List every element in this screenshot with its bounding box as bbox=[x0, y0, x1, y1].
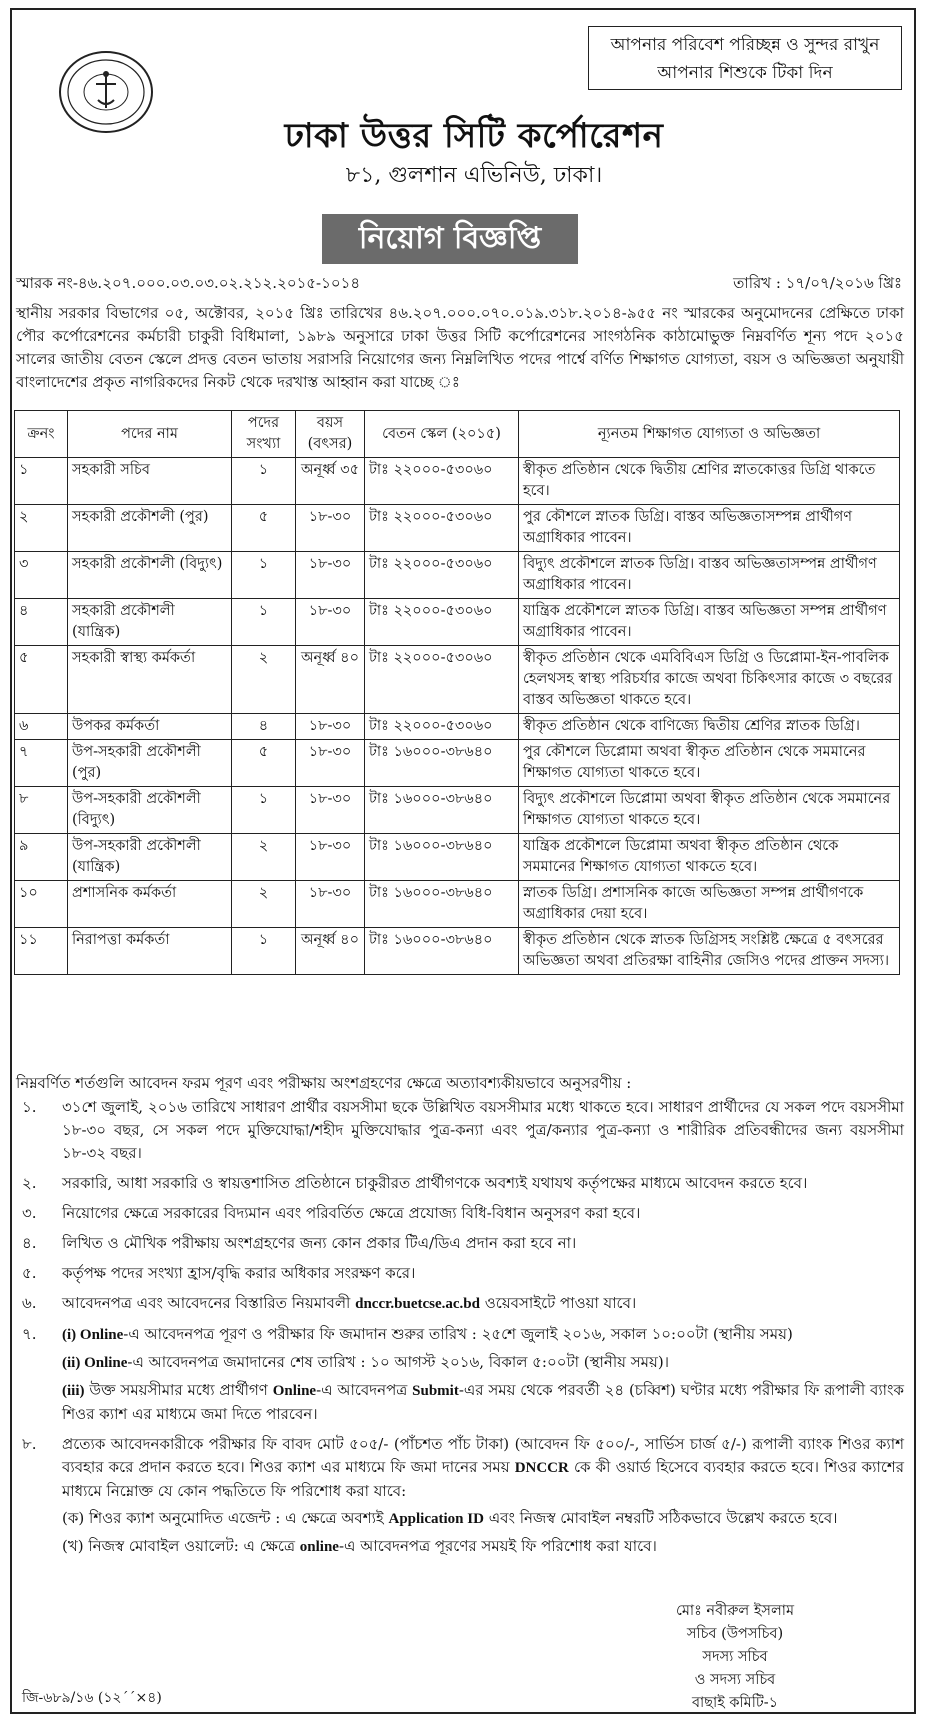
signatory-title: সচিব (উপসচিব) bbox=[686, 1626, 784, 1642]
row-age: ১৮-৩০ bbox=[296, 714, 365, 740]
row-qualification: যান্ত্রিক প্রকৌশলে স্নাতক ডিগ্রি। বাস্তব অভিজ্ঞতা সম্পন্ন প্রার্থীগণ অগ্রাধিকার পাবেন। bbox=[519, 599, 900, 646]
sub-text: -এর সময় থেকে পরবর্তী ২৪ (চব্বিশ) ঘণ্টার মধ্যে পরীক্ষার ফি রূপালী ব্যাংক শিওর ক্যাশ এর মাধ্যমে জমা দিতে পারবেন। bbox=[62, 1381, 904, 1423]
condition-8-kha bbox=[62, 1535, 904, 1559]
condition-number: ৬. bbox=[22, 1294, 37, 1312]
condition-number: ৩. bbox=[22, 1204, 37, 1222]
header-post-name: পদের নাম bbox=[68, 411, 232, 458]
row-post-count: ২ bbox=[232, 834, 296, 881]
sub-label: (iii) bbox=[62, 1383, 85, 1399]
row-age: অনূর্ধ্ব ৪০ bbox=[296, 646, 365, 714]
slogan-line-2: আপনার শিশুকে টিকা দিন bbox=[657, 63, 833, 83]
sub-label: (i) Online bbox=[62, 1327, 124, 1343]
signatory-role-1: সদস্য সচিব bbox=[702, 1649, 768, 1665]
row-post-count: ৪ bbox=[232, 714, 296, 740]
row-qualification: স্বীকৃত প্রতিষ্ঠান থেকে বাণিজ্যে দ্বিতীয় শ্রেণির স্নাতক ডিগ্রি। bbox=[519, 714, 900, 740]
online-term: Online bbox=[272, 1383, 317, 1399]
sub-text: প্রত্যেক আবেদনকারীকে পরীক্ষার ফি বাবদ মোট ৫০৫/- (পাঁচশত পাঁচ টাকা) (আবেদন ফি ৫০০/-, সার্ভিস চার্জ ৫/-) রূপালী ব্যাংক শিওর ক্যাশ ব্যবহার করে প্রদান করতে হবে। শিওর ক্যাশ এর মাধ্যমে ফি জমা দানের সময় bbox=[62, 1435, 904, 1476]
row-pay-scale: টাঃ ১৬০০০-৩৮৬৪০ bbox=[365, 881, 519, 928]
slogan-box bbox=[588, 26, 902, 90]
row-post-count: ৫ bbox=[232, 505, 296, 552]
memo-number: স্মারক নং-৪৬.২০৭.০০০.০৩.০৩.০২.২১২.২০১৫-১০১৪ bbox=[16, 274, 361, 292]
row-serial: ৫ bbox=[15, 646, 68, 714]
condition-number: ৪. bbox=[22, 1234, 37, 1252]
row-pay-scale: টাঃ ২২০০০-৫৩০৬০ bbox=[365, 646, 519, 714]
condition-8-main bbox=[62, 1433, 904, 1503]
row-post-name: সহকারী প্রকৌশলী (বিদ্যুৎ) bbox=[68, 552, 232, 599]
condition-number: ১. bbox=[22, 1098, 37, 1116]
row-pay-scale: টাঃ ১৬০০০-৩৮৬৪০ bbox=[365, 928, 519, 975]
condition-text bbox=[62, 1292, 904, 1316]
row-qualification: স্নাতক ডিগ্রি। প্রশাসনিক কাজে অভিজ্ঞতা সম্পন্ন প্রার্থীগণকে অগ্রাধিকার দেয়া হবে। bbox=[519, 881, 900, 928]
row-pay-scale: টাঃ ২২০০০-৫৩০৬০ bbox=[365, 552, 519, 599]
row-post-name: উপকর কর্মকর্তা bbox=[68, 714, 232, 740]
row-serial: ৪ bbox=[15, 599, 68, 646]
sub-text: এবং নিজস্ব মোবাইল নম্বরটি সঠিকভাবে উল্লেখ করতে হবে। bbox=[483, 1509, 838, 1527]
row-pay-scale: টাঃ ১৬০০০-৩৮৬৪০ bbox=[365, 834, 519, 881]
row-post-count: ১ bbox=[232, 787, 296, 834]
table-row bbox=[15, 646, 900, 714]
row-serial: ১ bbox=[15, 458, 68, 505]
condition-text: কর্তৃপক্ষ পদের সংখ্যা হ্রাস/বৃদ্ধি করার অধিকার সংরক্ষণ করে। bbox=[62, 1264, 416, 1282]
conditions-list bbox=[16, 1096, 904, 1566]
header-age: বয়স (বৎসর) bbox=[296, 411, 365, 458]
condition-number: ৫. bbox=[22, 1264, 37, 1282]
row-age: ১৮-৩০ bbox=[296, 834, 365, 881]
row-serial: ৮ bbox=[15, 787, 68, 834]
header-post-count: পদের সংখ্যা bbox=[232, 411, 296, 458]
footer-code: জি-৬৮৯/১৬ (১২´´×৪) bbox=[22, 1690, 162, 1706]
row-age: ১৮-৩০ bbox=[296, 881, 365, 928]
row-post-name: নিরাপত্তা কর্মকর্তা bbox=[68, 928, 232, 975]
condition-item bbox=[16, 1202, 904, 1225]
row-post-count: ১ bbox=[232, 599, 296, 646]
organization-name: ঢাকা উত্তর সিটি কর্পোরেশন bbox=[284, 116, 664, 156]
signatory-role-3: বাছাই কমিটি-১ bbox=[691, 1695, 779, 1711]
row-age: ১৮-৩০ bbox=[296, 787, 365, 834]
sub-text: -এ আবেদনপত্র জমাদানের শেষ তারিখ : ১০ আগস্ট ২০১৬, বিকাল ৫:০০টা (স্থানীয় সময়)। bbox=[127, 1353, 670, 1371]
table-row bbox=[15, 787, 900, 834]
row-age: ১৮-৩০ bbox=[296, 505, 365, 552]
keyword-term: DNCCR bbox=[514, 1460, 569, 1476]
row-post-name: উপ-সহকারী প্রকৌশলী (পুর) bbox=[68, 740, 232, 787]
condition-text bbox=[62, 1433, 904, 1559]
table-header-row bbox=[15, 411, 900, 458]
condition-7-i bbox=[62, 1323, 904, 1347]
row-post-name: সহকারী প্রকৌশলী (পুর) bbox=[68, 505, 232, 552]
row-qualification: স্বীকৃত প্রতিষ্ঠান থেকে স্নাতক ডিগ্রিসহ সংশ্লিষ্ট ক্ষেত্রে ৫ বৎসরের অভিজ্ঞতা অথবা প্রতিরক্ষা বাহিনীর জেসিও পদের প্রাক্তন সদস্য। bbox=[519, 928, 900, 975]
condition-item bbox=[16, 1172, 904, 1195]
submit-term: Submit bbox=[412, 1383, 459, 1399]
condition-number: ২. bbox=[22, 1174, 37, 1192]
sub-text: উক্ত সময়সীমার মধ্যে প্রার্থীগণ bbox=[84, 1381, 273, 1399]
table-row bbox=[15, 458, 900, 505]
sub-text: কে কী ওয়ার্ড হিসেবে ব্যবহার করতে হবে। শিওর ক্যাশের মাধ্যমে নিম্নোক্ত যে কোন পদ্ধতিতে ফি পরিশোধ করা যাবে: bbox=[62, 1458, 904, 1500]
condition-6-text: আবেদনপত্র এবং আবেদনের বিস্তারিত নিয়মাবলী bbox=[62, 1294, 356, 1312]
condition-item bbox=[16, 1262, 904, 1285]
row-post-count: ২ bbox=[232, 646, 296, 714]
row-serial: ১০ bbox=[15, 881, 68, 928]
row-qualification: স্বীকৃত প্রতিষ্ঠান থেকে এমবিবিএস ডিগ্রি ও ডিপ্লোমা-ইন-পাবলিক হেলথসহ স্বাস্থ্য পরিচর্যার কাজে অথবা চিকিৎসার কাজে ৩ বছরের বাস্তব অভিজ্ঞতা থাকতে হবে। bbox=[519, 646, 900, 714]
row-post-name: সহকারী সচিব bbox=[68, 458, 232, 505]
intro-paragraph: স্থানীয় সরকার বিভাগের ০৫, অক্টোবর, ২০১৫ খ্রিঃ তারিখের ৪৬.২০৭.০০০.০৭০.০১৯.৩১৮.২০১৪-৯৫৫ নং স্মারকের অনুমোদনের প্রেক্ষিতে ঢাকা পৌর কর্পোরেশনের কর্মচারী চাকুরী বিধিমালা, ১৯৮৯ অনুসারে ঢাকা উত্তর সিটি কর্পোরেশনের সাংগঠনিক কাঠামোভুক্ত নিম্নবর্ণিত শূন্য পদে ২০১৫ সালের জাতীয় বেতন স্কেলে প্রদত্ত বেতন ভাতায় সরাসরি নিয়োগের জন্য নিম্নলিখিত পদের পার্শ্বে বর্ণিত শিক্ষাগত যোগ্যতা, বয়স ও অভিজ্ঞতা অনুযায়ী বাংলাদেশের প্রকৃত নাগরিকদের নিকট থেকে দরখাস্ত আহ্বান করা যাচ্ছে ঃ bbox=[16, 304, 904, 391]
row-post-name: উপ-সহকারী প্রকৌশলী (যান্ত্রিক) bbox=[68, 834, 232, 881]
application-id-term: Application ID bbox=[388, 1511, 484, 1527]
table-row bbox=[15, 881, 900, 928]
organization-address: ৮১, গুলশান এভিনিউ, ঢাকা। bbox=[345, 163, 603, 188]
sub-text: (খ) নিজস্ব মোবাইল ওয়ালেট: এ ক্ষেত্রে bbox=[62, 1537, 300, 1555]
row-post-count: ৫ bbox=[232, 740, 296, 787]
signature-block bbox=[600, 1600, 870, 1715]
row-pay-scale: টাঃ ২২০০০-৫৩০৬০ bbox=[365, 599, 519, 646]
row-serial: ১১ bbox=[15, 928, 68, 975]
table-row bbox=[15, 928, 900, 975]
row-post-count: ২ bbox=[232, 881, 296, 928]
row-serial: ৯ bbox=[15, 834, 68, 881]
sub-label: (ii) Online bbox=[62, 1355, 128, 1371]
table-row bbox=[15, 552, 900, 599]
sub-text: -এ আবেদনপত্র পূরণের সময়ই ফি পরিশোধ করা যাবে। bbox=[338, 1537, 657, 1555]
condition-7-iii bbox=[62, 1379, 904, 1426]
row-post-count: ১ bbox=[232, 928, 296, 975]
row-serial: ৬ bbox=[15, 714, 68, 740]
row-post-name: উপ-সহকারী প্রকৌশলী (বিদ্যুৎ) bbox=[68, 787, 232, 834]
condition-text: সরকারি, আধা সরকারি ও স্বায়ত্তশাসিত প্রতিষ্ঠানে চাকুরীরত প্রার্থীগণকে অবশ্যই যথাযথ কর্তৃপক্ষের মাধ্যমে আবেদন করতে হবে। bbox=[62, 1174, 808, 1192]
row-qualification: স্বীকৃত প্রতিষ্ঠান থেকে দ্বিতীয় শ্রেণির স্নাতকোত্তর ডিগ্রি থাকতে হবে। bbox=[519, 458, 900, 505]
table-row bbox=[15, 714, 900, 740]
table-row bbox=[15, 740, 900, 787]
sub-text: (ক) শিওর ক্যাশ অনুমোদিত এজেন্ট : এ ক্ষেত্রে অবশ্যই bbox=[62, 1509, 389, 1527]
condition-item bbox=[16, 1292, 904, 1316]
website-link[interactable]: dnccr.buetcse.ac.bd bbox=[355, 1296, 480, 1312]
condition-text: নিয়োগের ক্ষেত্রে সরকারের বিদ্যমান এবং পরিবর্তিত ক্ষেত্রে প্রযোজ্য বিধি-বিধান অনুসরণ করা হবে। bbox=[62, 1204, 641, 1222]
row-age: অনূর্ধ্ব ৪০ bbox=[296, 928, 365, 975]
condition-number: ৮. bbox=[22, 1435, 37, 1453]
row-post-count: ১ bbox=[232, 552, 296, 599]
row-qualification: পুর কৌশলে স্নাতক ডিগ্রি। বাস্তব অভিজ্ঞতাসম্পন্ন প্রার্থীগণ অগ্রাধিকার পাবেন। bbox=[519, 505, 900, 552]
notice-title: নিয়োগ বিজ্ঞপ্তি bbox=[322, 214, 578, 264]
sub-text: -এ আবেদনপত্র পূরণ ও পরীক্ষার ফি জমাদান শুরুর তারিখ : ২৫শে জুলাই ২০১৬, সকাল ১০:০০টা (স্থানীয় সময়) bbox=[123, 1325, 793, 1343]
row-post-name: প্রশাসনিক কর্মকর্তা bbox=[68, 881, 232, 928]
row-serial: ২ bbox=[15, 505, 68, 552]
row-qualification: বিদ্যুৎ প্রকৌশলে ডিপ্লোমা অথবা স্বীকৃত প্রতিষ্ঠান থেকে সমমানের শিক্ষাগত যোগ্যতা থাকতে হবে। bbox=[519, 787, 900, 834]
row-serial: ৩ bbox=[15, 552, 68, 599]
row-serial: ৭ bbox=[15, 740, 68, 787]
table-row bbox=[15, 505, 900, 552]
slogan-line-1: আপনার পরিবেশ পরিচ্ছন্ন ও সুন্দর রাখুন bbox=[610, 35, 880, 55]
row-age: ১৮-৩০ bbox=[296, 740, 365, 787]
condition-text bbox=[62, 1323, 904, 1426]
condition-8-ka bbox=[62, 1507, 904, 1531]
condition-text: লিখিত ও মৌখিক পরীক্ষায় অংশগ্রহণের জন্য কোন প্রকার টিএ/ডিএ প্রদান করা হবে না। bbox=[62, 1234, 577, 1252]
table-row bbox=[15, 599, 900, 646]
online-term: online bbox=[299, 1539, 339, 1555]
signatory-name: মোঃ নবীরুল ইসলাম bbox=[675, 1603, 795, 1619]
row-age: ১৮-৩০ bbox=[296, 552, 365, 599]
header-qualification: ন্যূনতম শিক্ষাগত যোগ্যতা ও অভিজ্ঞতা bbox=[519, 411, 900, 458]
condition-item bbox=[16, 1096, 904, 1165]
condition-item bbox=[16, 1232, 904, 1255]
row-qualification: পুর কৌশলে ডিপ্লোমা অথবা স্বীকৃত প্রতিষ্ঠান থেকে সমমানের শিক্ষাগত যোগ্যতা থাকতে হবে। bbox=[519, 740, 900, 787]
condition-item bbox=[16, 1323, 904, 1426]
row-qualification: বিদ্যুৎ প্রকৌশলে স্নাতক ডিগ্রি। বাস্তব অভিজ্ঞতাসম্পন্ন প্রার্থীগণ অগ্রাধিকার পাবেন। bbox=[519, 552, 900, 599]
condition-7-ii bbox=[62, 1351, 904, 1375]
sub-text: -এ আবেদনপত্র bbox=[316, 1381, 413, 1399]
condition-6-suffix: ওয়েবসাইটে পাওয়া যাবে। bbox=[479, 1294, 637, 1312]
condition-text: ৩১শে জুলাই, ২০১৬ তারিখে সাধারণ প্রার্থীর বয়সসীমা ছকে উল্লিখিত বয়সসীমার মধ্যে থাকতে হবে। সাধারণ প্রার্থীদের যে সকল পদে বয়সসীমা ১৮-৩০ বছর, সে সকল পদে মুক্তিযোদ্ধা/শহীদ মুক্তিযোদ্ধার পুত্র-কন্যা এবং পুত্র/কন্যার পুত্র-কন্যা ও শারীরিক প্রতিবন্ধীদের জন্য বয়সসীমা ১৮-৩২ বছর। bbox=[62, 1098, 904, 1162]
row-post-name: সহকারী প্রকৌশলী (যান্ত্রিক) bbox=[68, 599, 232, 646]
table-row bbox=[15, 834, 900, 881]
header-serial: ক্রনং bbox=[15, 411, 68, 458]
conditions-heading: নিম্নবর্ণিত শর্তগুলি আবেদন ফরম পূরণ এবং পরীক্ষায় অংশগ্রহণের ক্ষেত্রে অত্যাবশ্যকীয়ভাবে অনুসরণীয় : bbox=[16, 1074, 632, 1092]
row-pay-scale: টাঃ ২২০০০-৫৩০৬০ bbox=[365, 714, 519, 740]
row-pay-scale: টাঃ ২২০০০-৫৩০৬০ bbox=[365, 458, 519, 505]
row-pay-scale: টাঃ ১৬০০০-৩৮৬৪০ bbox=[365, 787, 519, 834]
signatory-role-2: ও সদস্য সচিব bbox=[694, 1672, 776, 1688]
header-pay-scale: বেতন স্কেল (২০১৫) bbox=[365, 411, 519, 458]
row-pay-scale: টাঃ ১৬০০০-৩৮৬৪০ bbox=[365, 740, 519, 787]
row-post-count: ১ bbox=[232, 458, 296, 505]
row-pay-scale: টাঃ ২২০০০-৫৩০৬০ bbox=[365, 505, 519, 552]
notice-date: তারিখ : ১৭/০৭/২০১৬ খ্রিঃ bbox=[733, 274, 902, 292]
row-age: অনূর্ধ্ব ৩৫ bbox=[296, 458, 365, 505]
row-age: ১৮-৩০ bbox=[296, 599, 365, 646]
row-qualification: যান্ত্রিক প্রকৌশলে ডিপ্লোমা অথবা স্বীকৃত প্রতিষ্ঠান থেকে সমমানের শিক্ষাগত যোগ্যতা থাকতে হবে। bbox=[519, 834, 900, 881]
condition-number: ৭. bbox=[22, 1325, 37, 1343]
condition-item bbox=[16, 1433, 904, 1559]
vacancy-table bbox=[14, 410, 900, 975]
row-post-name: সহকারী স্বাস্থ্য কর্মকর্তা bbox=[68, 646, 232, 714]
